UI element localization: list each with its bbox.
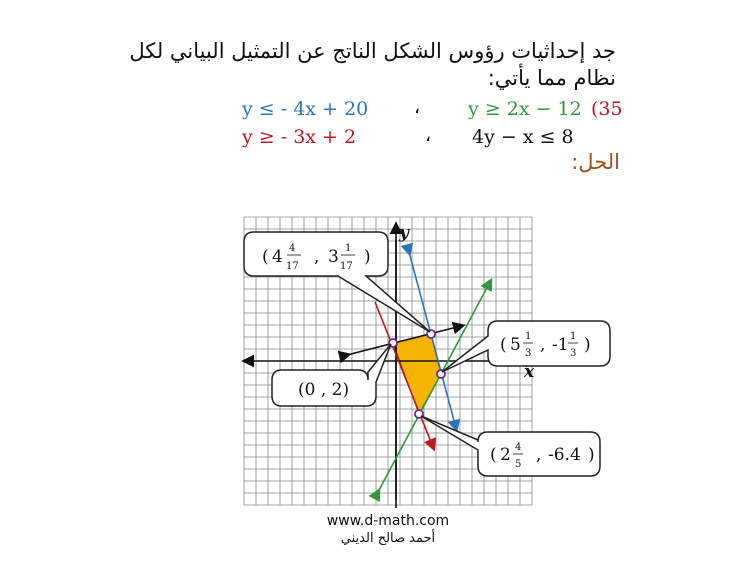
inequality-3: 4y − x ≤ 8 <box>472 126 574 148</box>
svg-text:3: 3 <box>525 348 532 359</box>
question-line-1: جد إحداثيات رؤوس الشكل الناتج عن التمثيل البياني لكل <box>129 39 616 63</box>
x-axis-label: x <box>524 362 535 382</box>
inequality-2: y ≤ - 4x + 20 <box>242 98 369 120</box>
svg-text:3: 3 <box>328 247 339 267</box>
svg-text:): ) <box>584 335 591 355</box>
svg-text:): ) <box>364 247 371 267</box>
callout-vertex-3 <box>272 344 391 406</box>
inequality-1: y ≥ 2x − 12 <box>468 98 582 120</box>
svg-text:4: 4 <box>289 243 296 254</box>
footer-website[interactable]: www.d-math.com <box>326 513 450 529</box>
solution-label: الحل: <box>571 150 620 174</box>
inequality-4: y ≥ - 3x + 2 <box>242 126 357 148</box>
svg-text:,: , <box>540 335 546 355</box>
svg-text:(0 , 2): (0 , 2) <box>298 380 350 400</box>
callout-vertex-1 <box>244 232 430 332</box>
svg-text:,: , <box>536 445 542 465</box>
svg-text:-1: -1 <box>552 335 569 355</box>
svg-text:(: ( <box>490 445 497 465</box>
question-line-2: نظام مما يأتي: <box>487 66 616 90</box>
green-line <box>378 282 490 492</box>
svg-text:1: 1 <box>570 331 577 342</box>
svg-text:5: 5 <box>515 459 522 470</box>
footer-author: أحمد صالح الديني <box>340 531 436 546</box>
svg-text:1: 1 <box>345 243 352 254</box>
svg-text:5: 5 <box>510 335 521 355</box>
svg-text:17: 17 <box>286 261 299 272</box>
svg-text:3: 3 <box>570 348 577 359</box>
svg-text:17: 17 <box>340 261 353 272</box>
svg-text:2: 2 <box>500 445 511 465</box>
svg-text:-6.4: -6.4 <box>548 445 581 465</box>
svg-text:4: 4 <box>515 442 522 453</box>
svg-text:,: , <box>314 247 320 267</box>
svg-text:4: 4 <box>272 247 283 267</box>
svg-text:1: 1 <box>525 331 532 342</box>
problem-number: (35 <box>591 98 623 120</box>
svg-text:(: ( <box>500 335 507 355</box>
svg-text:(: ( <box>262 247 269 267</box>
y-axis-label: y <box>399 223 409 243</box>
separator-2: ، <box>425 124 432 146</box>
callout-vertex-2 <box>442 321 610 372</box>
separator-1: ، <box>414 96 421 118</box>
svg-text:): ) <box>588 445 595 465</box>
